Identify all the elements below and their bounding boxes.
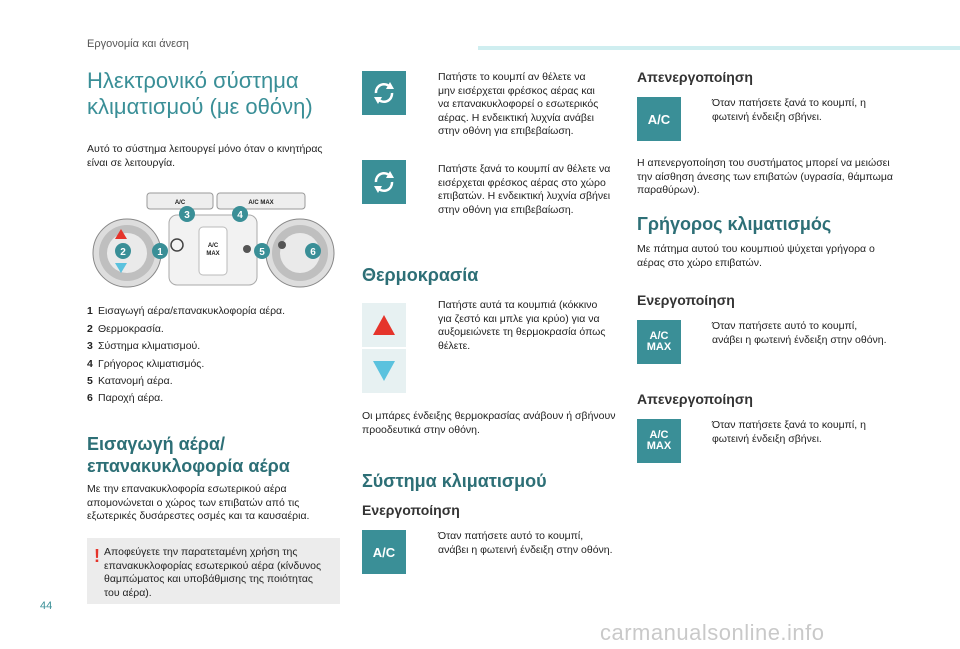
text-line: Με πάτημα αυτού του κουμπιού ψύχεται γρήγορα ο <box>637 243 875 255</box>
bullet-text <box>712 320 907 347</box>
legend-number: 1 <box>87 305 93 317</box>
text-line: προοδευτικά στην οθόνη. <box>362 423 480 436</box>
display-max-label: MAX <box>206 251 220 257</box>
temperature-note <box>362 410 627 437</box>
acmax-line: A/C <box>649 429 669 441</box>
watermark: carmanualsonline.info <box>600 620 825 645</box>
callout-1-label: 1 <box>157 247 163 258</box>
recirc-button-icon <box>362 160 406 204</box>
fast-cooling-heading: Γρήγορος κλιματισμός <box>637 214 832 234</box>
temp-up-button-icon <box>362 303 406 347</box>
bullet-text <box>712 419 907 446</box>
text-line: Αποφεύγετε την παρατεταμένη χρήση της <box>104 546 298 558</box>
ac-button-icon <box>362 530 406 574</box>
text-line: Πατήστε το κουμπί αν θέλετε να <box>438 71 586 83</box>
header-rule <box>478 46 960 50</box>
callout-4-label: 4 <box>237 210 243 221</box>
recirc-heading <box>87 433 347 477</box>
bullet-text <box>712 97 902 124</box>
text-line: ανάβει η φωτεινή ένδειξη στην οθόνη. <box>712 333 887 346</box>
fast-cooling-note <box>637 243 907 270</box>
acmax-icon-label <box>647 331 671 353</box>
fast-activation-heading: Ενεργοποίηση <box>637 292 735 308</box>
text-line: φωτεινή ένδειξη σβήνει. <box>712 110 822 123</box>
recirc-arrows-icon <box>370 79 398 107</box>
fan-mark <box>243 245 251 253</box>
ac-activation-heading: Ενεργοποίηση <box>362 502 460 518</box>
legend-number: 4 <box>87 358 93 370</box>
control-panel-illustration <box>87 183 340 293</box>
warning-box <box>87 538 340 604</box>
ac-icon-label: A/C <box>647 111 671 127</box>
acmax-button-icon <box>637 419 681 463</box>
ac-deactivation-note <box>637 157 907 198</box>
legend-text: Θερμοκρασία. <box>98 323 164 335</box>
text-line: Όταν πατήσετε ξανά το κουμπί, η <box>712 97 866 109</box>
panel-ac-label: A/C <box>174 200 186 206</box>
text-line: θέλετε. <box>438 339 471 352</box>
running-header: Εργονομία και άνεση <box>87 38 189 50</box>
text-line: Οι μπάρες ένδειξης θερμοκρασίας ανάβουν ή σβήνουν <box>362 410 616 422</box>
text-line: Όταν πατήσετε αυτό το κουμπί, <box>438 530 584 542</box>
legend-number: 6 <box>87 392 93 404</box>
text-line: μην εισέρχεται φρέσκος αέρας και <box>438 84 595 97</box>
acmax-button-icon <box>637 320 681 364</box>
legend-text: Εισαγωγή αέρα/επανακυκλοφορία αέρα. <box>98 305 286 317</box>
display-ac-label: A/C <box>207 243 219 249</box>
temp-down-button-icon <box>362 349 406 393</box>
text-line: Πατήστε αυτά τα κουμπιά (κόκκινο <box>438 299 598 311</box>
legend-number: 2 <box>87 323 93 335</box>
panel-acmax-label: A/C MAX <box>248 200 274 206</box>
bullet-text <box>438 299 628 353</box>
temperature-heading: Θερμοκρασία <box>362 265 479 285</box>
acmax-line: A/C <box>649 330 669 342</box>
text-line: εισέρχεται φρέσκος αέρας στο χώρο <box>438 176 606 189</box>
text-line: απομονώνεται ο χώρος των επιβατών από τις <box>87 496 300 509</box>
recirc-text <box>87 483 347 524</box>
ac-system-heading: Σύστημα κλιματισμού <box>362 471 547 491</box>
control-panel-drawing <box>87 183 340 293</box>
ac-deactivation-heading: Απενεργοποίηση <box>637 69 753 85</box>
acmax-line: MAX <box>646 440 672 452</box>
callout-6-label: 6 <box>310 247 316 258</box>
heading-line: Εισαγωγή αέρα/ <box>87 434 225 454</box>
text-line: εξωτερικές δυσάρεστες οσμές και τα καυσαέρια. <box>87 510 310 522</box>
text-line: φωτεινή ένδειξη σβήνει. <box>712 432 822 445</box>
legend-text: Σύστημα κλιματισμού. <box>98 340 201 352</box>
text-line: Η απενεργοποίηση του συστήματος μπορεί να μειώσει <box>637 157 890 169</box>
legend-number: 5 <box>87 375 93 387</box>
bullet-text <box>438 71 628 139</box>
text-line: του αέρα). <box>104 586 152 599</box>
intro-text <box>87 143 347 170</box>
text-line: επανακυκλοφορίας εσωτερικού αέρα (κίνδυνος <box>104 559 322 572</box>
text-line: Όταν πατήσετε αυτό το κουμπί, <box>712 320 858 332</box>
recirc-arrows-icon <box>370 168 398 196</box>
text-line: Με την επανακυκλοφορία εσωτερικού αέρα <box>87 483 287 495</box>
text-line: αέρας στο χώρο επιβατών. <box>637 256 762 269</box>
text-line: θαμπώματος και υποβάθμισης της ποιότητας <box>104 573 313 585</box>
page-title <box>87 68 347 120</box>
page-title-line: κλιματισμού (με οθόνη) <box>87 94 313 119</box>
text-line: αέρας. Η ενδεικτική λυχνία ανάβει <box>438 111 594 124</box>
legend-text: Παροχή αέρα. <box>98 392 164 404</box>
text-line: την αίσθηση άνεσης των επιβατών (υγρασία, θάμπωμα <box>637 170 893 183</box>
text-line: Πατήστε ξανά το κουμπί αν θέλετε να <box>438 163 611 175</box>
callout-2-label: 2 <box>120 247 126 258</box>
page-title-line: Ηλεκτρονικό σύστημα <box>87 68 299 93</box>
page-number: 44 <box>40 600 53 612</box>
text-line: στην οθόνη για επιβεβαίωση. <box>438 203 574 216</box>
acmax-icon-label <box>647 430 671 452</box>
fan-mark <box>278 241 286 249</box>
ac-button-icon <box>637 97 681 141</box>
text-line: να επανακυκλοφορεί ο εσωτερικός <box>438 98 599 110</box>
bullet-text <box>438 530 628 557</box>
text-line: είναι σε λειτουργία. <box>87 156 176 169</box>
recirc-button-icon <box>362 71 406 115</box>
fast-deactivation-heading: Απενεργοποίηση <box>637 391 753 407</box>
callout-3-label: 3 <box>184 210 190 221</box>
warning-icon: ! <box>94 546 100 566</box>
heading-line: επανακυκλοφορία αέρα <box>87 456 290 476</box>
text-line: Όταν πατήσετε ξανά το κουμπί, η <box>712 419 866 431</box>
text-line: στην οθόνη για επιβεβαίωση. <box>438 125 574 137</box>
blue-down-triangle-icon <box>370 357 398 385</box>
bullet-text <box>438 163 628 217</box>
legend-text: Κατανομή αέρα. <box>98 375 173 387</box>
text-line: για ζεστό και μπλε για κρύο) για να <box>438 312 600 325</box>
red-up-triangle-icon <box>370 311 398 339</box>
legend-text: Γρήγορος κλιματισμός. <box>98 358 205 370</box>
text-line: παραθύρων). <box>637 184 700 196</box>
legend-number: 3 <box>87 340 93 352</box>
text-line: αυξομειώνετε τη θερμοκρασία όπως <box>438 326 606 338</box>
callout-5-label: 5 <box>259 247 265 258</box>
acmax-line: MAX <box>646 341 672 353</box>
text-line: ανάβει η φωτεινή ένδειξη στην οθόνη. <box>438 543 613 556</box>
text-line: επιβατών. Η ενδεικτική λυχνία σβήνει <box>438 190 611 202</box>
text-line: Αυτό το σύστημα λειτουργεί μόνο όταν ο κινητήρας <box>87 143 323 155</box>
ac-icon-label: A/C <box>372 544 396 560</box>
warning-text <box>104 546 332 600</box>
